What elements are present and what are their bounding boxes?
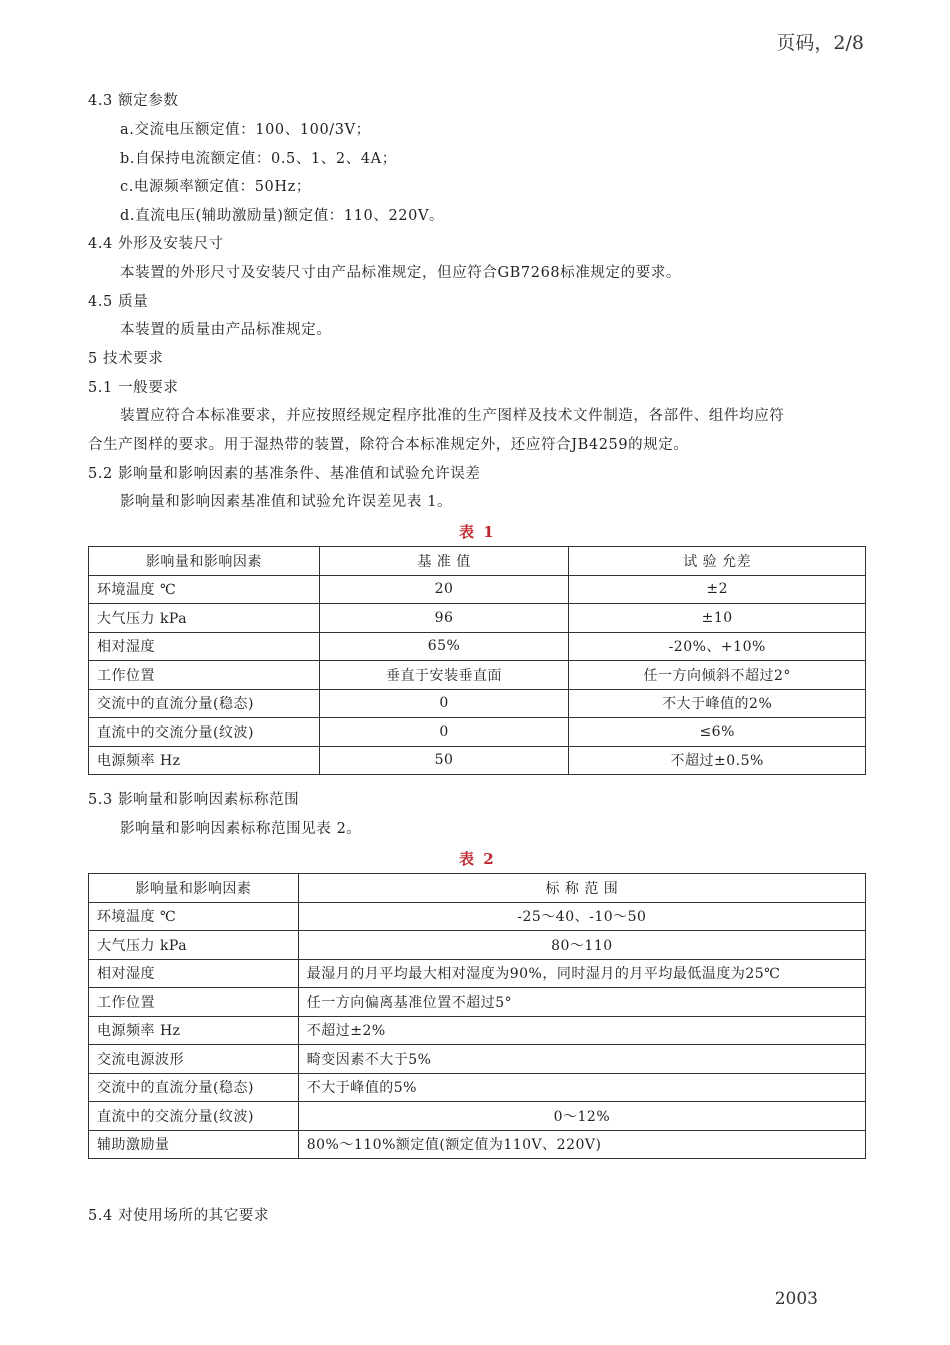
table-cell: 96 <box>319 604 569 633</box>
table2-caption: 表 2 <box>459 850 496 868</box>
section-5-2-heading: 5.2 影响量和影响因素的基准条件、基准值和试验允许误差 <box>88 466 481 482</box>
table-row <box>89 575 866 604</box>
table-row <box>89 746 866 775</box>
table-cell: ±10 <box>569 604 866 633</box>
table-cell: 工作位置 <box>89 661 320 690</box>
table-cell: ≤6% <box>569 718 866 747</box>
table-cell: 交流电源波形 <box>89 1045 299 1074</box>
body-line: 装置应符合本标准要求，并应按照经规定程序批准的生产图样及技术文件制造，各部件、组件均应符 <box>120 408 785 424</box>
section-5-3-heading: 5.3 影响量和影响因素标称范围 <box>88 792 300 808</box>
table-row <box>89 902 866 931</box>
page-number: 页码，2/8 <box>776 32 864 54</box>
table-cell: 大气压力 kPa <box>89 931 299 960</box>
section-5-1-heading: 5.1 一般要求 <box>88 380 179 396</box>
section-5-heading: 5 技术要求 <box>88 351 164 367</box>
table-cell: 相对湿度 <box>89 959 299 988</box>
body-line: d.直流电压(辅助激励量)额定值：110、220V。 <box>120 208 445 224</box>
table-cell: 畸变因素不大于5% <box>298 1045 865 1074</box>
table-row <box>89 1102 866 1131</box>
table-row <box>89 604 866 633</box>
table-1 <box>88 546 866 775</box>
body-line: b.自保持电流额定值：0.5、1、2、4A； <box>120 151 397 167</box>
table-cell: -20%、+10% <box>569 632 866 661</box>
table-row <box>89 1045 866 1074</box>
table-cell: 直流中的交流分量(纹波) <box>89 1102 299 1131</box>
table-cell: ±2 <box>569 575 866 604</box>
body-line: 本装置的外形尺寸及安装尺寸由产品标准规定，但应符合GB7268标准规定的要求。 <box>120 265 682 281</box>
section-4-4-heading: 4.4 外形及安装尺寸 <box>88 236 224 252</box>
table-cell: 80～110 <box>298 931 865 960</box>
body-line: 合生产图样的要求。用于湿热带的装置，除符合本标准规定外，还应符合JB4259的规定。 <box>88 437 689 453</box>
table-header-cell: 基 准 值 <box>319 547 569 576</box>
body-line: a.交流电压额定值：100、100/3V； <box>120 122 371 138</box>
table-cell: 环境温度 ℃ <box>89 902 299 931</box>
table1-caption: 表 1 <box>459 523 496 541</box>
table-cell: 0 <box>319 718 569 747</box>
section-4-5-heading: 4.5 质量 <box>88 294 149 310</box>
table-row <box>89 931 866 960</box>
table-row <box>89 1073 866 1102</box>
table-cell: 相对湿度 <box>89 632 320 661</box>
table-cell: 辅助激励量 <box>89 1130 299 1159</box>
table-2 <box>88 873 866 1159</box>
table-row <box>89 959 866 988</box>
section-4-3-heading: 4.3 额定参数 <box>88 93 179 109</box>
table-cell: 50 <box>319 746 569 775</box>
table-header-cell: 标 称 范 围 <box>298 874 865 903</box>
table-cell: 不大于峰值的5% <box>298 1073 865 1102</box>
table-cell: 最湿月的月平均最大相对湿度为90%，同时湿月的月平均最低温度为25℃ <box>298 959 865 988</box>
table-cell: 20 <box>319 575 569 604</box>
table-row <box>89 988 866 1017</box>
table-cell: 不超过±2% <box>298 1016 865 1045</box>
table-cell: 不超过±0.5% <box>569 746 866 775</box>
table-cell: 电源频率 Hz <box>89 746 320 775</box>
table-cell: 0～12% <box>298 1102 865 1131</box>
section-5-4-heading: 5.4 对使用场所的其它要求 <box>88 1208 270 1224</box>
table-row <box>89 661 866 690</box>
table-cell: 交流中的直流分量(稳态) <box>89 1073 299 1102</box>
table-header-row <box>89 547 866 576</box>
table-header-cell: 影响量和影响因素 <box>89 874 299 903</box>
body-line: 影响量和影响因素基准值和试验允许误差见表 1。 <box>120 494 453 510</box>
table-cell: 环境温度 ℃ <box>89 575 320 604</box>
table-cell: -25～40、-10～50 <box>298 902 865 931</box>
table-cell: 直流中的交流分量(纹波) <box>89 718 320 747</box>
table-cell: 65% <box>319 632 569 661</box>
body-line: c.电源频率额定值：50Hz； <box>120 179 311 195</box>
table-cell: 电源频率 Hz <box>89 1016 299 1045</box>
table-row <box>89 1130 866 1159</box>
footer-text: 2003 <box>774 1289 818 1309</box>
table-row <box>89 718 866 747</box>
table-header-row <box>89 874 866 903</box>
table-cell: 垂直于安装垂直面 <box>319 661 569 690</box>
table-cell: 交流中的直流分量(稳态) <box>89 689 320 718</box>
body-line: 本装置的质量由产品标准规定。 <box>120 322 332 338</box>
table-cell: 0 <box>319 689 569 718</box>
table-cell: 工作位置 <box>89 988 299 1017</box>
table-header-cell: 试 验 允差 <box>569 547 866 576</box>
body-line: 影响量和影响因素标称范围见表 2。 <box>120 821 362 837</box>
table-row <box>89 632 866 661</box>
table-cell: 不大于峰值的2% <box>569 689 866 718</box>
table-row <box>89 689 866 718</box>
table-header-cell: 影响量和影响因素 <box>89 547 320 576</box>
table-cell: 大气压力 kPa <box>89 604 320 633</box>
table-cell: 任一方向倾斜不超过2° <box>569 661 866 690</box>
table-cell: 任一方向偏离基准位置不超过5° <box>298 988 865 1017</box>
table-row <box>89 1016 866 1045</box>
table-cell: 80%～110%额定值(额定值为110V、220V) <box>298 1130 865 1159</box>
